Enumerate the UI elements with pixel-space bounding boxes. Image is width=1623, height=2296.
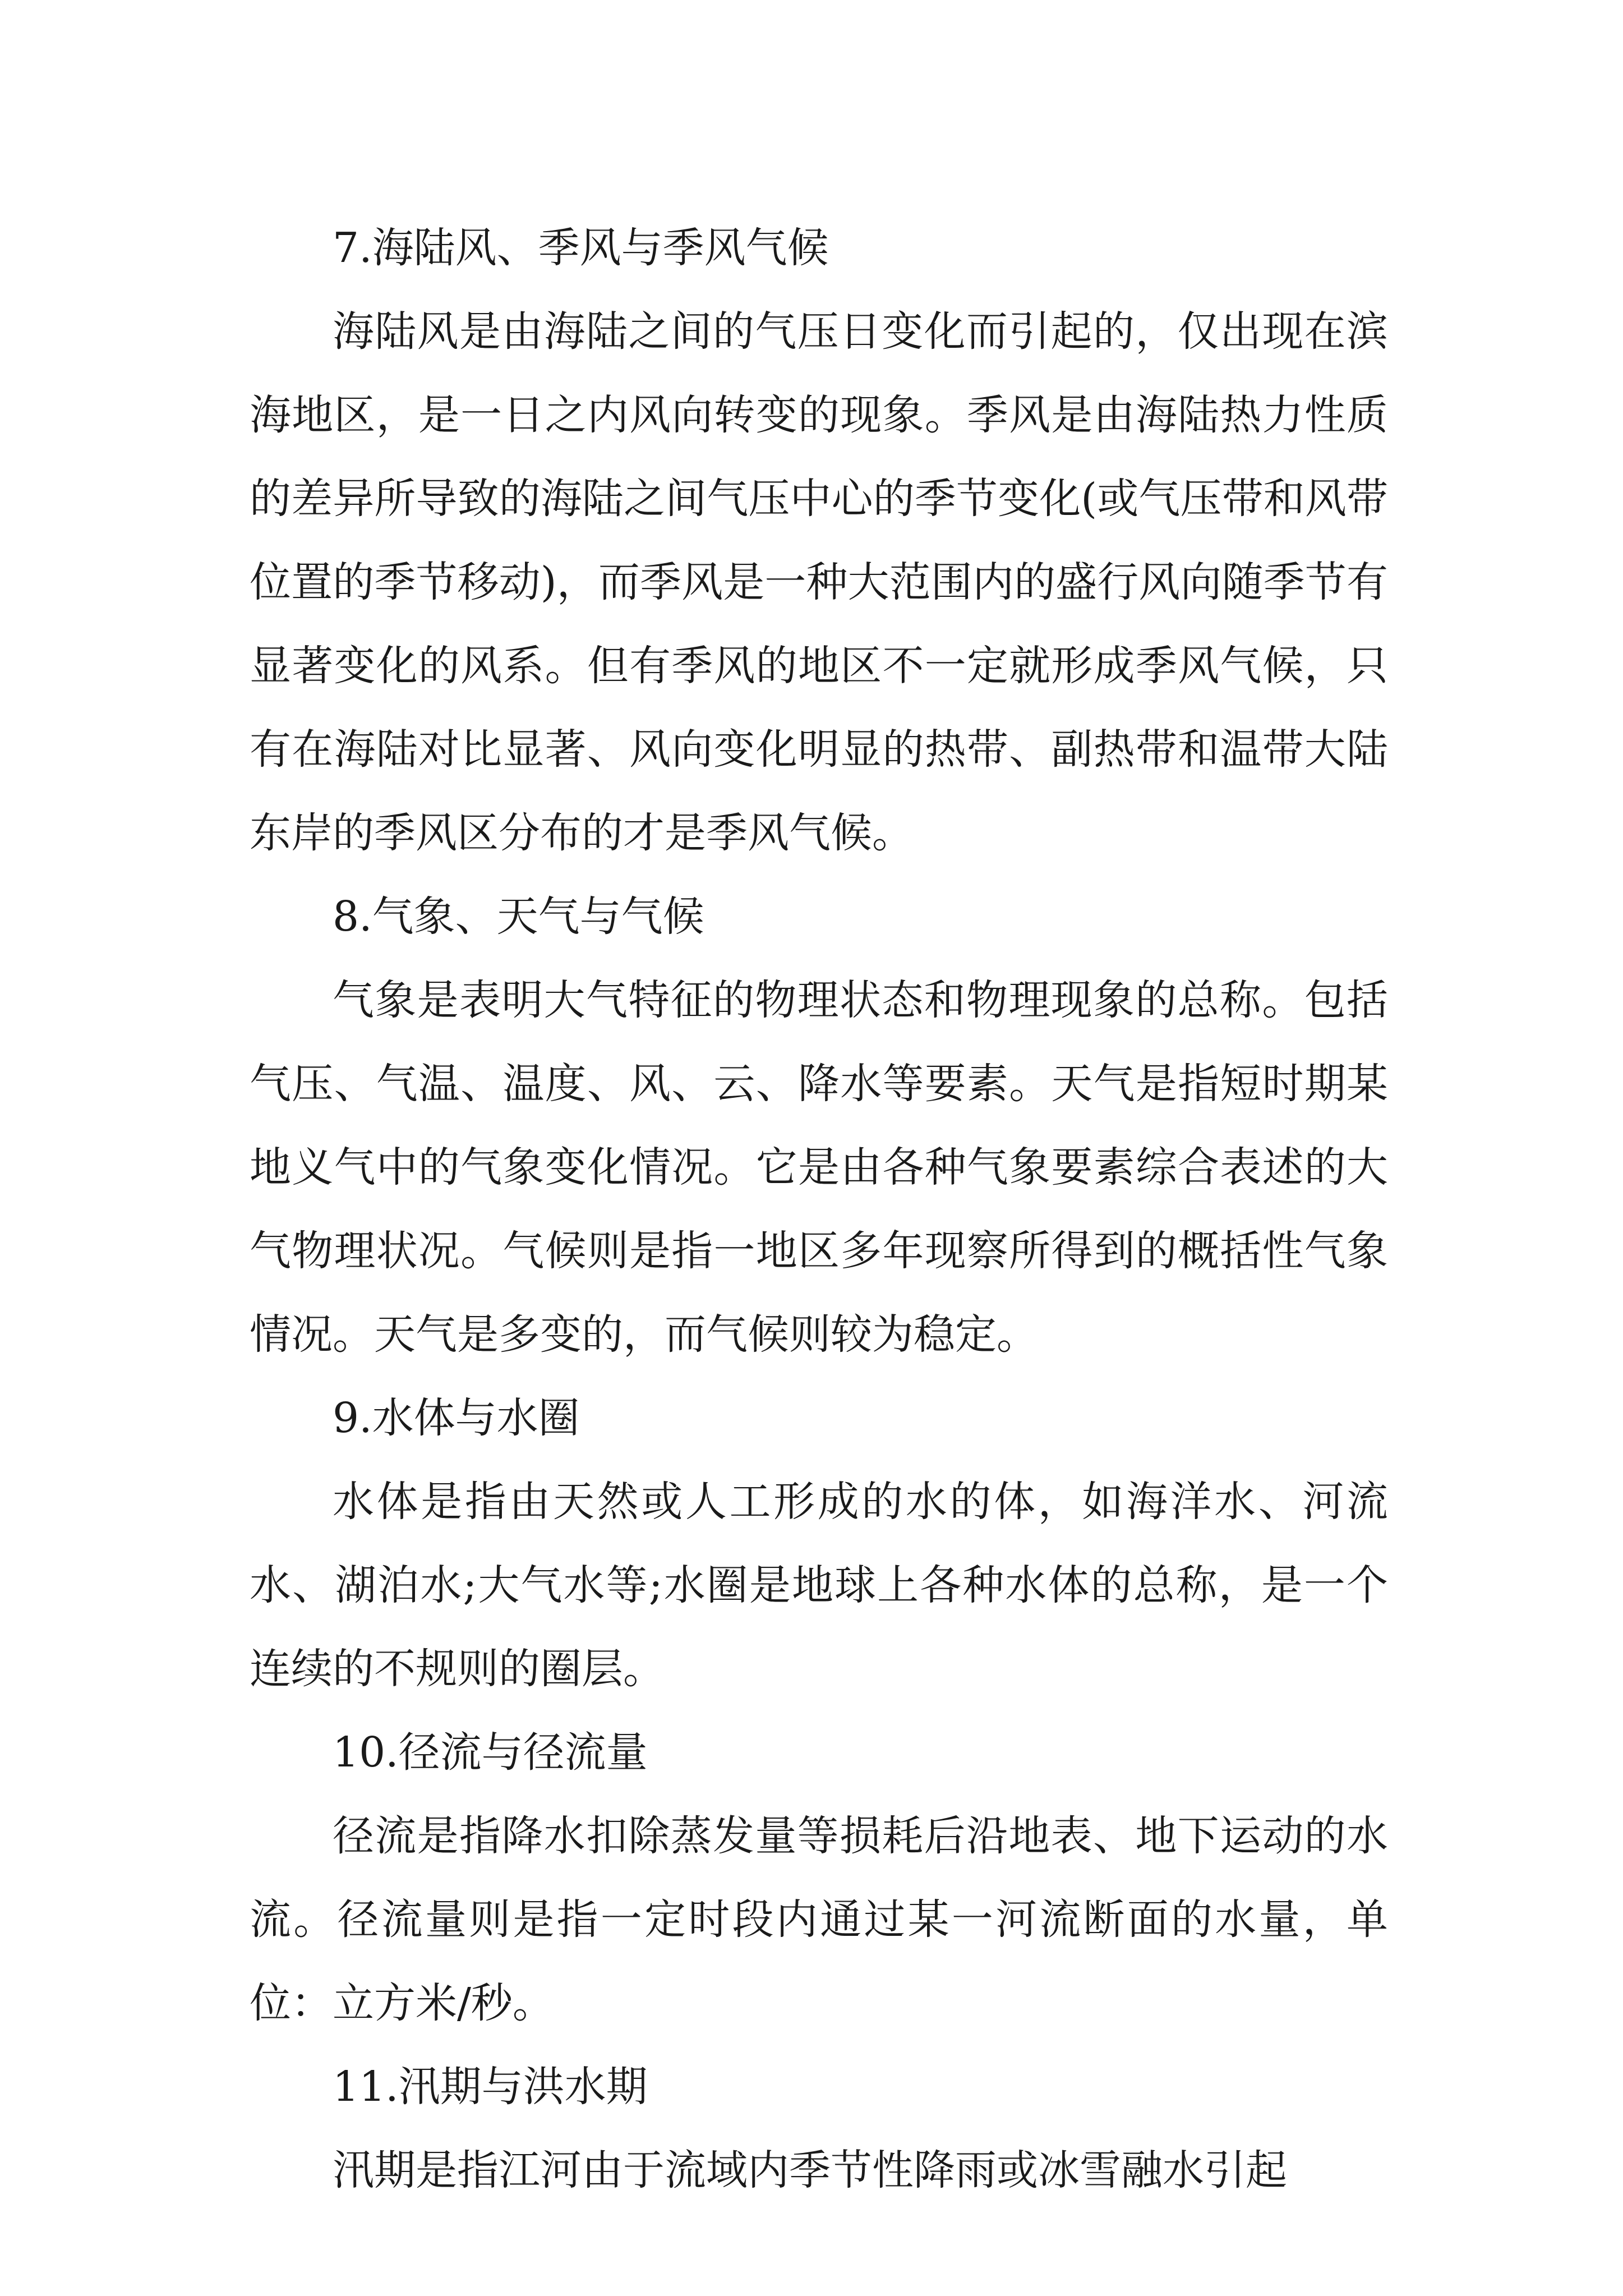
section-body-10: 径流是指降水扣除蒸发量等损耗后沿地表、地下运动的水流。径流量则是指一定时段内通过某一河流断面的水量，单位：立方米/秒。	[250, 1812, 1388, 2027]
section-heading-10: 10.径流与径流量	[333, 1728, 648, 1777]
section-heading-8: 8.气象、天气与气候	[333, 892, 704, 941]
section-heading-11: 11.汛期与洪水期	[333, 2063, 648, 2111]
section-body-11: 汛期是指江河由于流域内季节性降雨或冰雪融水引起	[333, 2146, 1287, 2194]
section-body-9: 水体是指由天然或人工形成的水的体，如海洋水、河流水、湖泊水;大气水等;水圈是地球上各种水体的总称，是一个连续的不规则的圈层。	[250, 1478, 1388, 1693]
section-body-7: 海陆风是由海陆之间的气压日变化而引起的，仅出现在滨海地区，是一日之内风向转变的现象。季风是由海陆热力性质的差异所导致的海陆之间气压中心的季节变化(或气压带和风带位置的季节移动)，而季风是一种大范围内的盛行风向随季节有显著变化的风系。但有季风的地区不一定就形成季风气候，只有在海陆对比显著、风向变化明显的热带、副热带和温带大陆东岸的季风区分布的才是季风气候。	[250, 307, 1388, 857]
section-heading-7: 7.海陆风、季风与季风气候	[333, 224, 829, 272]
document-body	[250, 206, 1388, 2212]
section-body-8: 气象是表明大气特征的物理状态和物理现象的总称。包括气压、气温、温度、风、云、降水等要素。天气是指短时期某地义气中的气象变化情况。它是由各种气象要素综合表述的大气物理状况。气候则是指一地区多年现察所得到的概括性气象情况。天气是多变的，而气候则较为稳定。	[250, 976, 1388, 1359]
section-heading-9: 9.水体与水圈	[333, 1394, 580, 1442]
